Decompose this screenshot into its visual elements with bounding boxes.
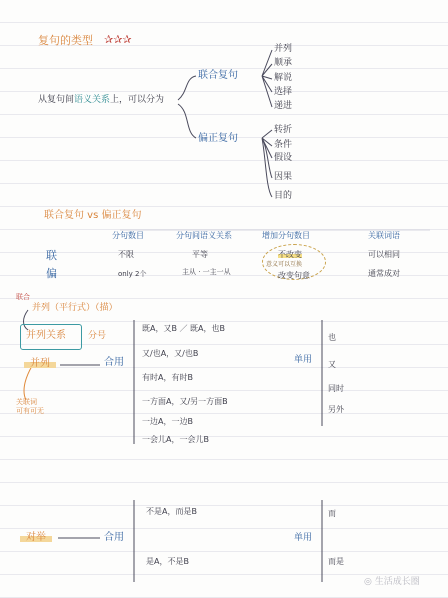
compare-header: 分句间语义关系 xyxy=(176,231,232,240)
branch2-item: 假设 xyxy=(274,153,293,163)
section-tag: 联合 xyxy=(16,293,30,301)
compare-header: 分句数目 xyxy=(112,231,144,240)
pair-item: 不是A，而是B xyxy=(146,507,197,516)
compare-cell: 通常成对 xyxy=(368,269,400,278)
compare-header: 增加分句数目 xyxy=(262,231,310,240)
pair-item: 有时A，有时B xyxy=(142,373,193,382)
pair-item: 又/也A，又/也B xyxy=(142,349,199,358)
branch-parallel: 并列 xyxy=(24,359,56,369)
combined-use-label: 合用 xyxy=(104,532,124,543)
watermark-icon: ◎ xyxy=(364,577,375,587)
single-item: 也 xyxy=(328,333,336,342)
branch1-item: 解说 xyxy=(274,73,293,83)
branch2-item: 因果 xyxy=(274,172,293,182)
branch-note: 关联词 可有可无 xyxy=(16,398,44,416)
branch2-item: 条件 xyxy=(274,140,293,150)
branch1-item: 顺承 xyxy=(274,58,293,68)
single-item: 而是 xyxy=(328,557,344,566)
compare-title: 联合复句 vs 偏正复句 xyxy=(44,210,142,221)
pair-item: 既A，又B ／ 既A，也B xyxy=(142,324,226,333)
pair-item: 一边A，一边B xyxy=(142,417,193,426)
branch-label-subordinate: 偏正复句 xyxy=(198,133,238,144)
compare-header: 关联词语 xyxy=(368,231,400,240)
compare-row-label: 偏 xyxy=(46,267,57,280)
section-header: 并列（平行式）（描） xyxy=(32,303,118,313)
page-title: 复句的类型 xyxy=(38,34,93,47)
single-item: 又 xyxy=(328,360,336,369)
combined-use-label: 合用 xyxy=(104,357,124,368)
compare-cell: 不限 xyxy=(118,250,134,259)
pair-item: 一会儿A，一会儿B xyxy=(142,435,209,444)
pair-item: 是A，不是B xyxy=(146,557,189,566)
single-use-label: 单用 xyxy=(294,355,313,365)
relation-box-label: 并列关系 xyxy=(26,330,66,341)
watermark-text: 生活成长圈 xyxy=(374,577,420,587)
relation-note: 分号 xyxy=(88,331,107,341)
title-stars: ✰✰✰ xyxy=(104,33,132,46)
compare-cell: 不改变 xyxy=(278,250,302,259)
pair-item: 一方面A，又/另一方面B xyxy=(142,397,228,406)
compare-cell: 可以相同 xyxy=(368,250,400,259)
single-item: 同时 xyxy=(328,384,344,393)
compare-row-label: 联 xyxy=(46,249,57,262)
watermark xyxy=(364,578,420,587)
branch2-item: 目的 xyxy=(274,191,293,201)
branch1-item: 递进 xyxy=(274,101,293,111)
compare-cell: 改变句意 xyxy=(278,271,310,280)
compare-note: 意义可以互换 xyxy=(266,261,303,268)
root-prefix: 从复句间 xyxy=(38,95,75,105)
single-item: 另外 xyxy=(328,405,344,414)
root-key: 语义关系 xyxy=(74,95,111,105)
root-suffix: 上，可以分为 xyxy=(110,95,165,105)
compare-cell: 平等 xyxy=(192,250,208,259)
mindmap-root xyxy=(38,96,164,105)
single-item: 而 xyxy=(328,509,336,518)
compare-cell: only 2个 xyxy=(118,270,147,278)
branch2-item: 转折 xyxy=(274,125,293,135)
single-use-label: 单用 xyxy=(294,533,313,543)
branch1-item: 选择 xyxy=(274,87,293,97)
branch-contrast: 对举 xyxy=(20,533,52,543)
branch-label-coordinate: 联合复句 xyxy=(198,70,238,81)
branch1-item: 并列 xyxy=(274,44,293,54)
compare-cell: 主从 · 一主一从 xyxy=(182,268,231,276)
